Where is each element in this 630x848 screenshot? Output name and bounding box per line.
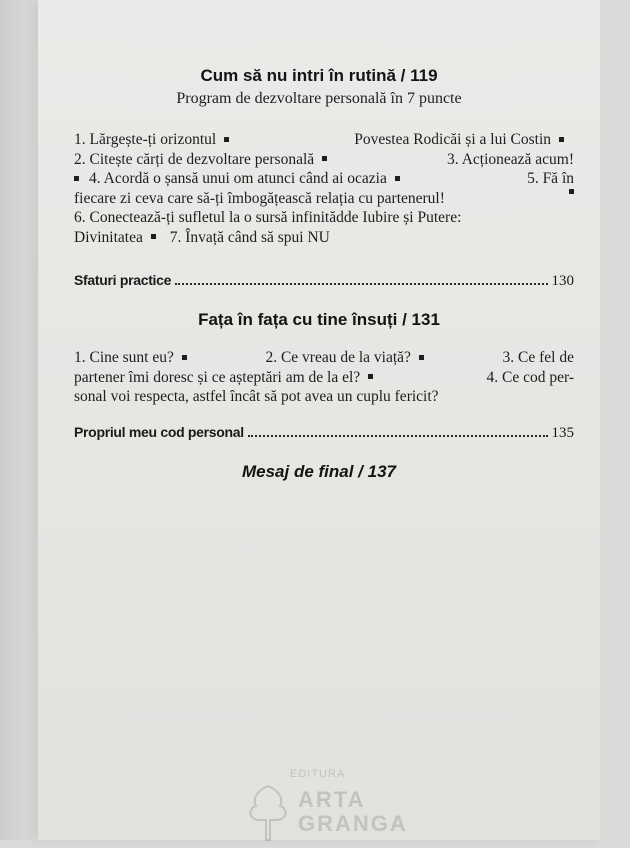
contents-line bbox=[74, 348, 574, 368]
logo-publisher-word: EDITURA bbox=[290, 768, 346, 780]
bullet-square-icon bbox=[322, 156, 327, 161]
toc-page-number: 135 bbox=[551, 425, 574, 441]
bullet-square-icon bbox=[368, 374, 373, 379]
item-7: 7. Învață când să spui NU bbox=[169, 228, 330, 246]
item-q3-cont: partener îmi doresc și ce așteptări am de la el? bbox=[74, 368, 383, 388]
toc-page-number: 130 bbox=[551, 273, 574, 289]
toc-entry-sfaturi-practice bbox=[74, 272, 574, 292]
item-q1: 1. Cine sunt eu? bbox=[74, 348, 197, 368]
logo-name bbox=[298, 788, 408, 836]
adjacent-page-edge bbox=[0, 0, 38, 840]
item-6-cont: Divinitatea bbox=[74, 229, 166, 246]
bullet-square-icon bbox=[182, 355, 187, 360]
contents-line bbox=[74, 130, 574, 150]
section-subtitle: Program de dezvoltare personală în 7 puncte bbox=[176, 90, 462, 107]
item-5: 5. Fă în bbox=[527, 170, 574, 187]
section1-contents bbox=[74, 130, 574, 247]
bullet-square-icon bbox=[151, 234, 156, 239]
toc-entry-cod-personal bbox=[74, 424, 574, 444]
logo-line-2: GRANGA bbox=[298, 811, 408, 836]
item-q4-cont: sonal voi respecta, astfel încât să pot avea un cuplu fericit? bbox=[74, 388, 439, 405]
contents-line bbox=[74, 169, 574, 189]
item-4: 4. Acordă o șansă unui om atunci când ai ocazia bbox=[74, 169, 410, 189]
contents-line bbox=[74, 150, 574, 170]
section2-contents bbox=[74, 348, 574, 407]
item-q3: 3. Ce fel de bbox=[502, 349, 574, 366]
item-3: 3. Acționează acum! bbox=[447, 150, 574, 168]
bullet-square-icon bbox=[74, 176, 79, 181]
bullet-square-icon bbox=[569, 189, 574, 194]
publisher-logo bbox=[238, 768, 438, 840]
toc-label: Sfaturi practice bbox=[74, 272, 172, 288]
bullet-square-icon bbox=[395, 176, 400, 181]
item-6: 6. Conectează-ți sufletul la o sursă infinitădde Iubire și Putere: bbox=[74, 209, 462, 226]
section-title-routine: Cum să nu intri în rutină / 119 bbox=[200, 66, 438, 85]
section-title-face-to-face: Fața în fața cu tine însuți / 131 bbox=[198, 310, 440, 329]
toc-label: Propriul meu cod personal bbox=[74, 424, 244, 440]
bullet-square-icon bbox=[419, 355, 424, 360]
item-2: 2. Citește cărți de dezvoltare personală bbox=[74, 150, 337, 170]
toc-dot-leader bbox=[175, 283, 547, 285]
item-q2: 2. Ce vreau de la viață? bbox=[265, 348, 433, 368]
contents-line bbox=[74, 368, 574, 388]
item-5-cont: fiecare zi ceva care să-ți îmbogățească relația cu partenerul! bbox=[74, 189, 445, 207]
item-story: Povestea Rodicăi și a lui Costin bbox=[354, 130, 574, 150]
contents-line bbox=[74, 208, 574, 228]
book-page bbox=[38, 0, 600, 840]
toc-dot-leader bbox=[248, 435, 548, 437]
contents-line bbox=[74, 387, 574, 407]
logo-line-1: ARTA bbox=[298, 787, 366, 812]
section-title-final-message: Mesaj de final / 137 bbox=[241, 462, 396, 481]
bullet-square-icon bbox=[224, 137, 229, 142]
item-q4: 4. Ce cod per- bbox=[486, 368, 574, 386]
tree-icon bbox=[238, 776, 298, 848]
item-1: 1. Lărgește-ți orizontul bbox=[74, 130, 239, 150]
bullet-square-icon bbox=[559, 137, 564, 142]
contents-line bbox=[74, 228, 574, 248]
contents-line bbox=[74, 189, 574, 209]
